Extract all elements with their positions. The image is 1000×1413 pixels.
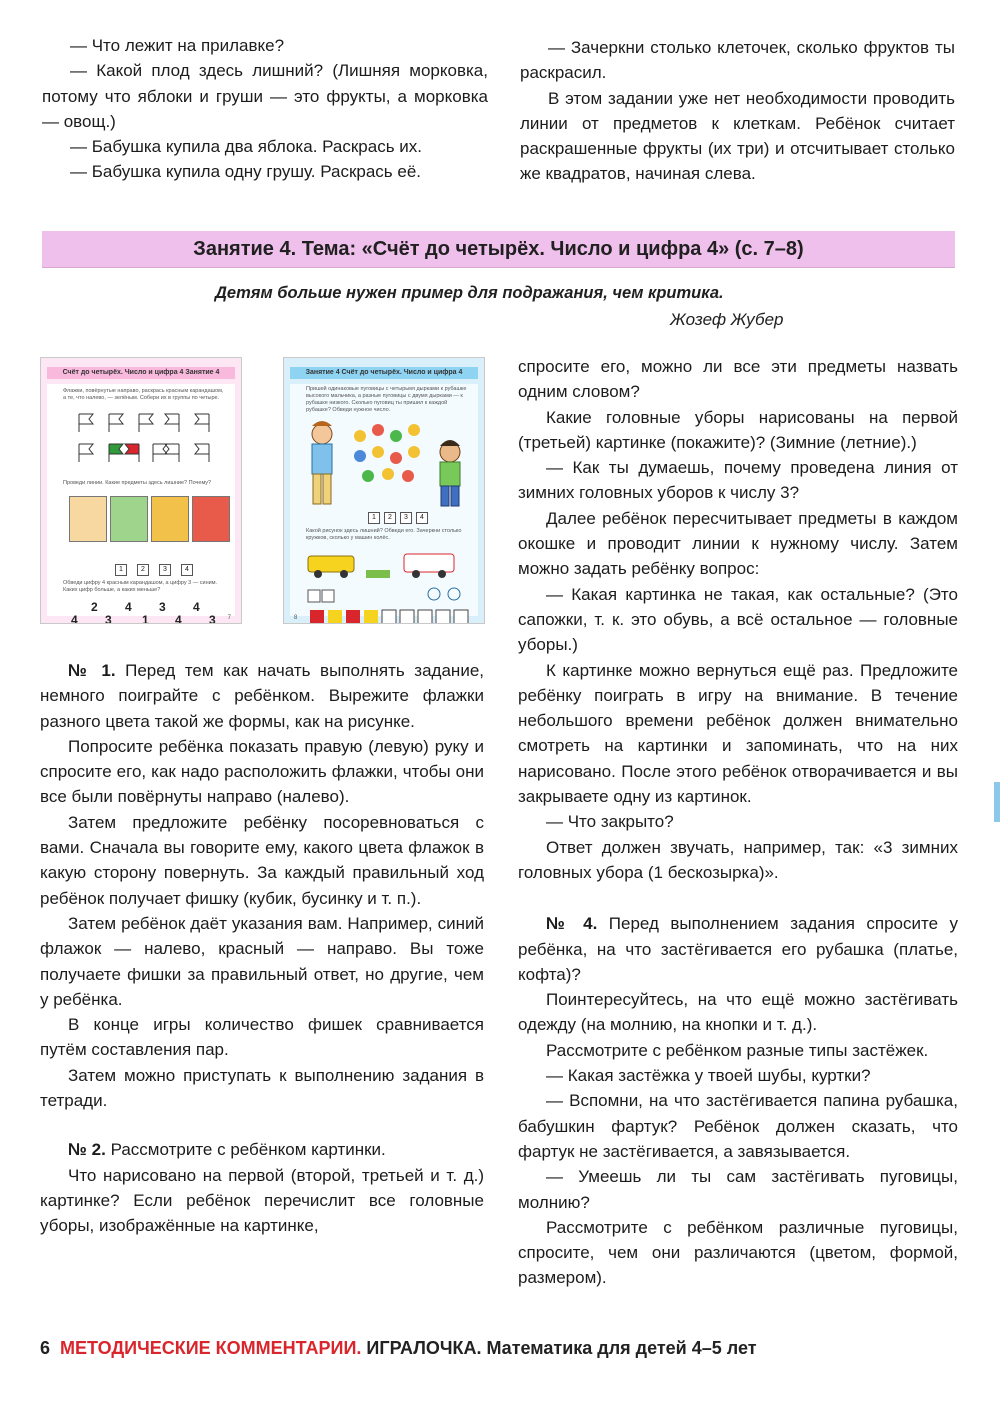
digit: 2	[91, 600, 98, 614]
paragraph: Что нарисовано на первой (второй, третьей и т. д.) картинке? Если ребёнок перечислит все головные уборы, изображённые на картинке,	[40, 1165, 484, 1236]
top-right-column	[520, 35, 955, 187]
number-box: 2	[384, 512, 396, 524]
paragraph: Рассмотрите с ребёнком разные типы застёжек.	[546, 1040, 929, 1060]
number-box: 3	[400, 512, 412, 524]
task-number: № 1.	[68, 661, 116, 680]
footer-series-title: МЕТОДИЧЕСКИЕ КОММЕНТАРИИ.	[60, 1338, 362, 1358]
paragraph: спросите его, можно ли все эти предметы назвать одним словом?	[518, 357, 958, 402]
paragraph: Далее ребёнок пересчитывает предметы в каждом окошке и проводит линии к нужному числу. Затем можно задать ребёнку вопрос:	[518, 508, 958, 579]
hat-picture	[69, 496, 107, 542]
digit: 3	[105, 613, 112, 624]
lesson-title: Занятие 4. Тема: «Счёт до четырёх. Число и цифра 4» (с. 7–8)	[193, 238, 804, 260]
epigraph-author: Жозеф Жубер	[670, 310, 784, 329]
digit: 3	[209, 613, 216, 624]
footer-book-title: ИГРАЛОЧКА. Математика для детей 4–5 лет	[366, 1338, 757, 1358]
right-column	[518, 354, 958, 1291]
number-box: 4	[416, 512, 428, 524]
paragraph: — Какая картинка не такая, как остальные? (Это сапожки, т. к. это обувь, а всё остальное — головные уборы.)	[518, 584, 958, 655]
page-footer	[40, 1338, 757, 1359]
task-text: Рассмотрите с ребёнком картинки.	[105, 1140, 386, 1160]
number-box: 1	[115, 564, 127, 576]
page-number: 6	[40, 1338, 51, 1358]
task-paragraph	[518, 911, 958, 987]
paragraph: — Бабушка купила два яблока. Раскрась их.	[70, 137, 423, 157]
flags-illustration	[69, 412, 229, 472]
paragraph: — Зачеркни столько клеточек, сколько фруктов ты раскрасил.	[520, 38, 955, 83]
paragraph: Поинтересуйтесь, на что ещё можно застёгивать одежду (на молнию, на кнопки и т. д.).	[518, 990, 958, 1035]
paragraph: К картинке можно вернуться ещё раз. Предложите ребёнку поиграть в игру на внимание. В течение небольшого времени ребёнок должен внимательно смотреть на картинки и запоминать, что на них нарисовано. После этого ребёнок отворачивается и вы закрываете одну из картинок.	[518, 660, 958, 807]
paragraph: В конце игры количество фишек сравнивается путём составления пар.	[40, 1015, 484, 1060]
digit: 4	[175, 613, 182, 624]
paragraph: — Бабушка купила одну грушу. Раскрась её.	[70, 162, 421, 182]
digit: 3	[159, 600, 166, 614]
paragraph: Затем предложите ребёнку посоревноваться с вами. Сначала вы говорите ему, какого цвета флажок в какую сторону повернуть. За каждый правильный ход ребёнок получает фишку (кубик, бусинку и т. п.).	[40, 812, 484, 908]
paragraph: Затем можно приступать к выполнению задания в тетради.	[40, 1065, 484, 1111]
workbook-page-thumbnail-8	[283, 357, 485, 624]
thumbnail-page-number: 7	[227, 615, 231, 621]
paragraph: Какие головные уборы нарисованы на первой (третьей) картинке (покажите)? (Зимние (летние).)	[518, 407, 958, 452]
vehicles-illustration	[304, 550, 474, 612]
paragraph: — Какая застёжка у твоей шубы, куртки?	[546, 1066, 871, 1086]
paragraph: — Что закрыто?	[546, 812, 674, 832]
thumbnail-task-text: Пришей одинаковые пуговицы с четырьмя дырками к рубашке высокого мальчика, а разные пуговицы с двумя дырками — к рубашке низкого. Сколько пуговиц ты пришил к каждой рубашке? Обведи нужное число.	[306, 386, 467, 413]
paragraph: — Вспомни, на что застёгивается папина рубашка, бабушкин фартук? Ребёнок должен сказать, что фартук не застёгивается, а завязывается.	[518, 1091, 958, 1161]
number-box: 4	[181, 564, 193, 576]
hat-picture	[151, 496, 189, 542]
task-text: Перед тем как начать выполнять задание, немного поиграйте с ребёнком. Вырежите флажки разного цвета такой же формы, как на рисунке.	[40, 661, 484, 731]
task-text: Перед выполнением задания спросите у ребёнка, на что застёгивается его рубашка (платье, кофта)?	[518, 914, 958, 984]
paragraph: — Какой плод здесь лишний? (Лишняя морковка, потому что яблоки и груши — это фрукты, а морковка — овощ.)	[42, 61, 488, 131]
digit: 1	[142, 613, 149, 624]
thumbnail-header: Занятие 4 Счёт до четырёх. Число и цифра 4	[290, 367, 478, 379]
page-edge-mark	[994, 782, 1000, 822]
paragraph: — Умеешь ли ты сам застёгивать пуговицы, молнию?	[518, 1167, 958, 1212]
paragraph: Затем ребёнок даёт указания вам. Например, синий флажок — налево, красный — направо. Вы тоже получаете фишки за правильный ответ, но другие, чем у ребёнка.	[40, 913, 484, 1009]
thumbnail-task-text: Проведи линии. Какие предметы здесь лишние? Почему?	[63, 480, 212, 486]
thumbnail-content	[47, 384, 235, 624]
top-left-column	[42, 33, 488, 185]
lesson-header-bar	[42, 231, 955, 268]
thumbnail-task-text: Обведи цифру 4 красным карандашом, а цифру 3 — синим. Каких цифр больше, а каких меньше?	[63, 580, 218, 593]
digit: 4	[193, 600, 200, 614]
number-box: 2	[137, 564, 149, 576]
paragraph: Ответ должен звучать, например, так: «3 зимних головных убора (1 бескозырка)».	[518, 837, 958, 882]
digit: 4	[71, 613, 78, 624]
digit: 4	[125, 600, 132, 614]
thumbnail-header: Счёт до четырёх. Число и цифра 4 Занятие 4	[47, 367, 235, 379]
paragraph: — Как ты думаешь, почему проведена линия от зимних головных уборов к числу 3?	[518, 458, 958, 503]
picture-boxes	[69, 496, 229, 544]
thumbnail-content	[290, 384, 478, 616]
number-box: 1	[368, 512, 380, 524]
thumbnail-task-text: Флажки, повёрнутые направо, раскрась красным карандашом, а те, что налево, — зелёным. Собери их в группы по четыре.	[63, 388, 224, 401]
task-number: № 4.	[546, 914, 598, 934]
number-box: 3	[159, 564, 171, 576]
paragraph: Попросите ребёнка показать правую (левую) руку и спросите его, как надо расположить флажки, чтобы они все были повёрнуты направо (налево).	[40, 736, 484, 807]
task-number: № 2.	[68, 1140, 106, 1160]
boots-picture	[192, 496, 230, 542]
task-paragraph	[40, 658, 484, 734]
boys-with-buttons-illustration	[300, 416, 470, 511]
thumbnail-task-text: Какой рисунок здесь лишний? Обведи его. Зачеркни столько кружков, сколько у машин колёс.	[306, 528, 462, 541]
thumbnail-page-number: 8	[294, 615, 298, 621]
paragraph: В этом задании уже нет необходимости проводить линии от предметов к клеткам. Ребёнок считает раскрашенные фрукты (их три) и отсчитывает столько же квадратов, начиная слева.	[520, 88, 955, 184]
left-column	[40, 658, 484, 1239]
hat-picture	[110, 496, 148, 542]
colored-squares-row	[310, 608, 470, 624]
workbook-page-thumbnail-7	[40, 357, 242, 624]
paragraph: Рассмотрите с ребёнком различные пуговицы, спросите, чем они различаются (цветом, формой, размером).	[518, 1217, 958, 1288]
paragraph: — Что лежит на прилавке?	[70, 36, 285, 55]
task-paragraph	[40, 1137, 484, 1162]
epigraph: Детям больше нужен пример для подражания, чем критика.	[215, 284, 724, 302]
